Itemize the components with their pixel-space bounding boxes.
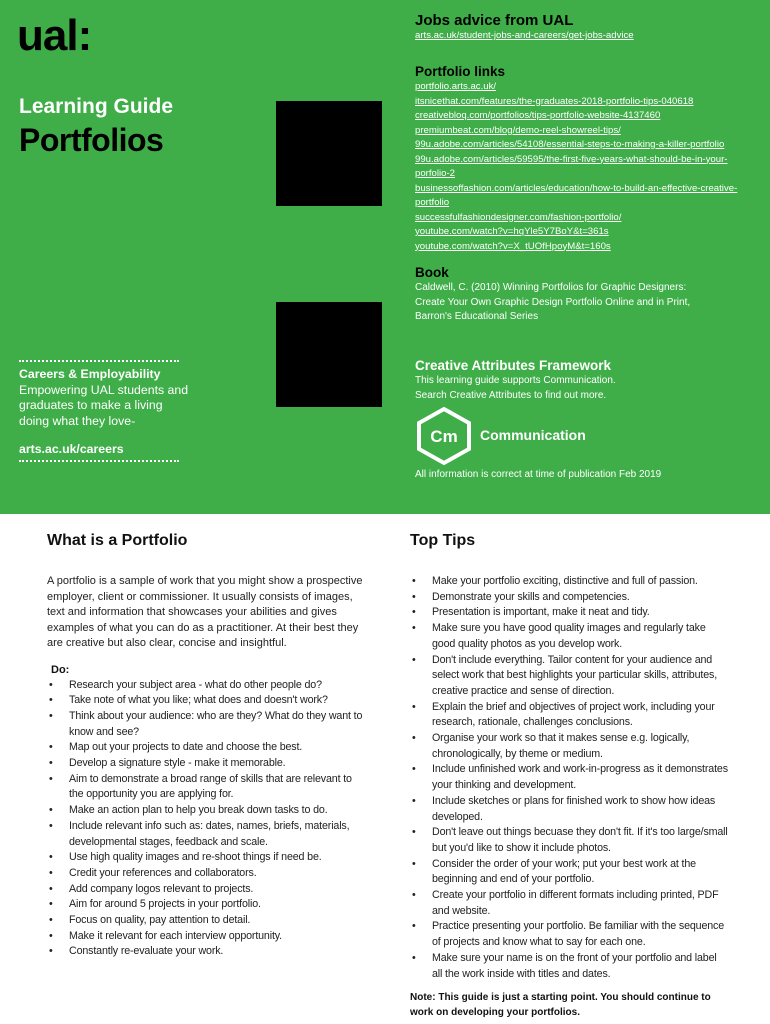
list-item: • Think about your audience: who are they? What do they want to know and see? <box>47 709 367 740</box>
communication-hexagon-icon <box>415 406 473 466</box>
careers-link[interactable]: arts.ac.uk/careers <box>19 442 124 456</box>
portfolio-link[interactable]: 99u.adobe.com/articles/54108/essential-steps-to-making-a-killer-portfolio <box>415 139 725 150</box>
portfolio-link[interactable]: porfolio-2 <box>415 168 455 179</box>
tips-heading: Top Tips <box>410 532 476 549</box>
list-item: • Use high quality images and re-shoot things if need be. <box>47 850 367 866</box>
list-item: • Make it relevant for each interview opportunity. <box>47 929 367 945</box>
book-line: Create Your Own Graphic Design Portfolio Online and in Print, <box>415 296 691 308</box>
what-column <box>47 532 367 960</box>
jobs-block <box>415 12 765 44</box>
careers-block <box>19 367 189 458</box>
portfolio-link[interactable]: youtube.com/watch?v=hqYle5Y7BoY&t=361s <box>415 226 609 237</box>
what-heading: What is a Portfolio <box>47 532 188 549</box>
list-item: • Map out your projects to date and choose the best. <box>47 740 367 756</box>
book-heading: Book <box>415 265 449 280</box>
book-line: Caldwell, C. (2010) Winning Portfolios for Graphic Designers: <box>415 282 687 293</box>
list-item: • Aim to demonstrate a broad range of skills that are relevant to the opportunity you are applying for. <box>47 772 367 803</box>
list-item: • Presentation is important, make it neat and tidy. <box>410 605 728 621</box>
list-item: • Make sure your name is on the front of your portfolio and label all the work inside with titles and dates. <box>410 951 728 982</box>
list-item: • Include relevant info such as: dates, names, briefs, materials, developmental stages, feedback and scale. <box>47 819 367 850</box>
list-item: • Include sketches or plans for finished work to show how ideas developed. <box>410 794 728 825</box>
portfolio-link[interactable]: portfolio <box>415 197 450 208</box>
list-item: • Constantly re-evaluate your work. <box>47 944 367 960</box>
list-item: • Make your portfolio exciting, distinctive and full of passion. <box>410 574 728 590</box>
ual-logo: ual: <box>17 11 92 60</box>
list-item: • Credit your references and collaborators. <box>47 866 367 882</box>
attribute-label: Communication <box>480 427 586 443</box>
guide-note: Note: This guide is just a starting point. You should continue to work on developing your portfolios. <box>410 992 711 1019</box>
framework-line: This learning guide supports Communication. <box>415 375 616 386</box>
hexagon-label: Cm <box>430 427 458 446</box>
framework-block <box>415 357 765 403</box>
list-item: • Don't include everything. Tailor content for your audience and select work that best highlights your particular skills, attributes, creative practice and sense of direction. <box>410 653 728 700</box>
portfolio-link[interactable]: creativebloq.com/portfolios/tips-portfolio-website-4137460 <box>415 110 661 121</box>
portfolio-links-block <box>415 63 765 254</box>
list-item: • Organise your work so that it makes sense e.g. logically, chronologically, by theme or medium. <box>410 731 728 762</box>
portfolio-link[interactable]: successfulfashiondesigner.com/fashion-portfolio/ <box>415 211 622 223</box>
list-item: • Consider the order of your work; put your best work at the beginning and end of your portfolio. <box>410 857 728 888</box>
careers-heading: Careers & Employability <box>19 367 161 381</box>
dotted-divider-bottom <box>19 460 179 462</box>
black-square-top <box>276 101 382 206</box>
list-item: • Include unfinished work and work-in-progress as it demonstrates your thinking and development. <box>410 762 728 793</box>
list-item: • Demonstrate your skills and competencies. <box>410 590 728 606</box>
publication-note: All information is correct at time of publication Feb 2019 <box>415 469 662 480</box>
book-block <box>415 264 765 325</box>
black-square-bottom <box>276 302 382 407</box>
list-item: • Develop a signature style - make it memorable. <box>47 756 367 772</box>
list-item: • Focus on quality, pay attention to detail. <box>47 913 367 929</box>
tips-column <box>410 532 728 1020</box>
do-list <box>47 678 367 961</box>
guide-label: Learning Guide <box>19 95 174 118</box>
list-item: • Make sure you have good quality images and regularly take good quality photos as you develop work. <box>410 621 728 652</box>
portfolio-link[interactable]: youtube.com/watch?v=X_tUOfHpoyM&t=160s <box>415 240 611 252</box>
list-item: • Make an action plan to help you break down tasks to do. <box>47 803 367 819</box>
list-item: • Practice presenting your portfolio. Be familiar with the sequence of projects and know what to say for each one. <box>410 919 728 950</box>
tips-list <box>410 574 728 982</box>
list-item: • Take note of what you like; what does and doesn't work? <box>47 693 367 709</box>
framework-heading: Creative Attributes Framework <box>415 358 612 373</box>
portfolio-link[interactable]: premiumbeat.com/blog/demo-reel-showreel-tips/ <box>415 124 621 136</box>
list-item: • Explain the brief and objectives of project work, including your research, rationale, challenges conclusions. <box>410 700 728 731</box>
portfolio-link[interactable]: portfolio.arts.ac.uk/ <box>415 81 497 92</box>
portfolio-link[interactable]: itsnicethat.com/features/the-graduates-2018-portfolio-tips-040618 <box>415 95 694 107</box>
framework-line: Search Creative Attributes to find out more. <box>415 389 607 401</box>
list-item: • Don't leave out things becuase they don't fit. If it's too large/small but you'd like to show it include photos. <box>410 825 728 856</box>
page-title: Portfolios <box>19 122 164 158</box>
portfolio-links-heading: Portfolio links <box>415 64 506 79</box>
what-paragraph: A portfolio is a sample of work that you might show a prospective employer, client or commissioner. It usually consists of images, text and information that showcases your abilities and gives examples of what you can do as a practitioner. At their best they are creative but also clear, concise and insightful. <box>47 575 363 649</box>
book-line: Barron's Educational Series <box>415 311 539 322</box>
do-label: Do: <box>51 663 70 676</box>
list-item: • Aim for around 5 projects in your portfolio. <box>47 897 367 913</box>
list-item: • Research your subject area - what do other people do? <box>47 678 367 694</box>
dotted-divider-top <box>19 360 179 362</box>
jobs-heading: Jobs advice from UAL <box>415 12 574 29</box>
list-item: • Add company logos relevant to projects. <box>47 882 367 898</box>
list-item: • Create your portfolio in different formats including printed, PDF and website. <box>410 888 728 919</box>
portfolio-link[interactable]: 99u.adobe.com/articles/59595/the-first-five-years-what-should-be-in-your- <box>415 153 728 165</box>
careers-text: Empowering UAL students and graduates to make a living doing what they love- <box>19 382 189 428</box>
jobs-link[interactable]: arts.ac.uk/student-jobs-and-careers/get-jobs-advice <box>415 30 634 41</box>
portfolio-link[interactable]: businessoffashion.com/articles/education/how-to-build-an-effective-creative- <box>415 182 738 194</box>
